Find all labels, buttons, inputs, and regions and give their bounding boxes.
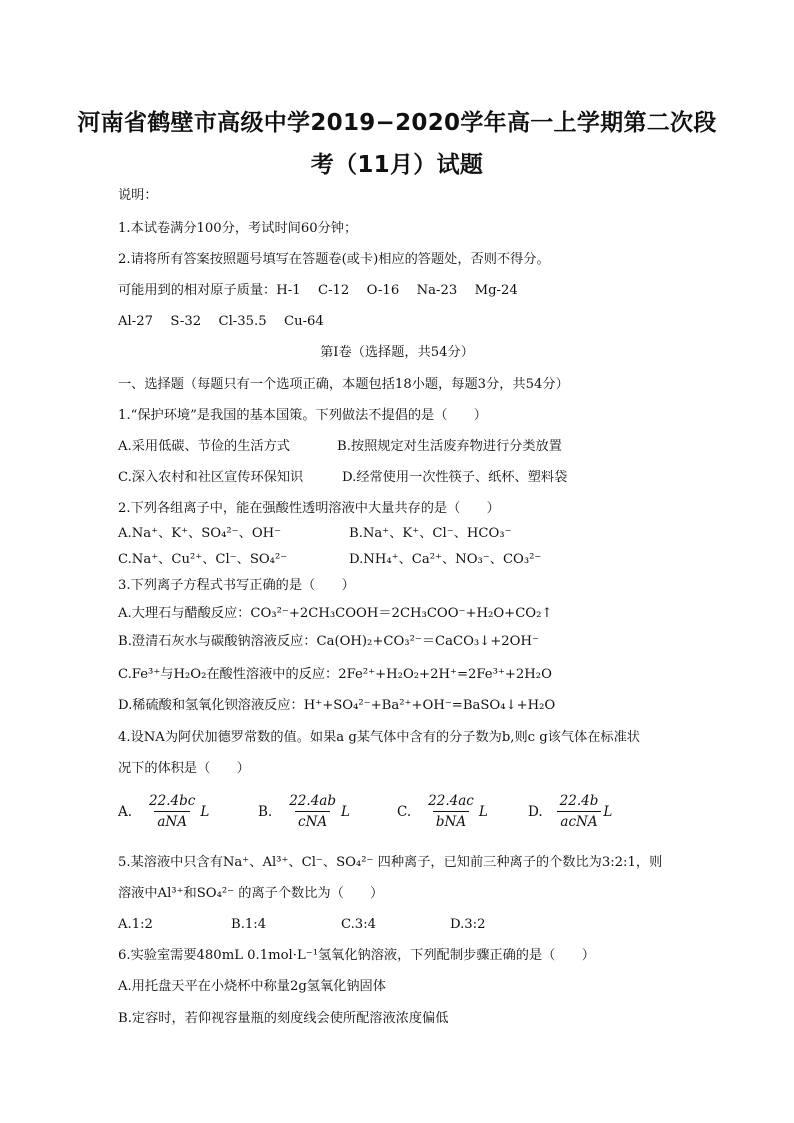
option-d-unit: L (603, 803, 613, 820)
question-1-stem: 1.“保护环境”是我国的基本国策。下列做法不提倡的是（ ） (118, 408, 487, 423)
question-1-option-d: D.经常使用一次性筷子、纸杯、塑料袋 (342, 470, 568, 485)
question-4-option-d (528, 793, 612, 830)
question-3-option-c: C.Fe³⁺与H₂O₂在酸性溶液中的反应：2Fe²⁺+H₂O₂+2H⁺=2Fe³⁺+2H₂O (118, 667, 552, 682)
option-b-label: B. (258, 803, 273, 820)
option-b-denominator: cNA (295, 811, 330, 830)
option-d-label: D. (528, 803, 543, 820)
question-4-stem-line-1: 4.设NA为阿伏加德罗常数的值。如果a g某气体中含有的分子数为b,则c g该气体在标准状 (118, 730, 640, 745)
question-5-option-d: D.3:2 (450, 917, 486, 932)
question-6-option-a: A.用托盘天平在小烧杯中称量2g氢氧化钠固体 (118, 979, 386, 994)
instructions-heading: 说明： (118, 188, 158, 203)
instruction-item-2: 2.请将所有答案按照题号填写在答题卷(或卡)相应的答题处，否则不得分。 (118, 252, 550, 267)
option-d-numerator: 22.4b (559, 793, 599, 809)
question-3-stem: 3.下列离子方程式书写正确的是（ ） (118, 578, 355, 593)
question-5-stem-line-1: 5.某溶液中只含有Na⁺、Al³⁺、Cl⁻、SO₄²⁻ 四种离子，已知前三种离子的个数比为3:2:1，则 (118, 855, 663, 870)
question-3-option-b: B.澄清石灰水与碳酸钠溶液反应：Ca(OH)₂+CO₃²⁻＝CaCO₃↓+2OH⁻ (118, 634, 539, 649)
instruction-item-1: 1.本试卷满分100分，考试时间60分钟； (118, 221, 358, 236)
question-6-stem: 6.实验室需要480mL 0.1mol·L⁻¹氢氧化钠溶液，下列配制步骤正确的是（ ） (118, 948, 595, 963)
question-2-option-a: A.Na⁺、K⁺、SO₄²⁻、OH⁻ (118, 526, 282, 541)
question-5-option-b: B.1:4 (231, 917, 267, 932)
question-3-option-d: D.稀硫酸和氢氧化钡溶液反应：H⁺+SO₄²⁻+Ba²⁺+OH⁻=BaSO₄↓+H₂O (118, 698, 556, 713)
option-a-denominator: aNA (154, 811, 190, 830)
question-4-option-a (118, 793, 209, 830)
question-2-option-b: B.Na⁺、K⁺、Cl⁻、HCO₃⁻ (349, 526, 512, 541)
question-2-stem: 2.下列各组离子中，能在强酸性透明溶液中大量共存的是（ ） (118, 501, 500, 516)
option-d-denominator: acNA (557, 811, 600, 830)
question-1-option-a: A.采用低碳、节俭的生活方式 (118, 439, 290, 454)
exam-title-line-2: 考（11月）试题 (310, 152, 484, 178)
option-a-unit: L (200, 803, 210, 820)
atomic-masses-line-1: 可能用到的相对原子质量：H-1 C-12 O-16 Na-23 Mg-24 (118, 283, 518, 298)
question-4-option-b (258, 793, 350, 830)
question-3-option-a: A.大理石与醋酸反应：CO₃²⁻+2CH₃COOH＝2CH₃COO⁻+H₂O+CO₂↑ (118, 606, 553, 621)
option-a-label: A. (118, 803, 133, 820)
option-c-denominator: bNA (433, 811, 469, 830)
question-6-option-b: B.定容时，若仰视容量瓶的刻度线会使所配溶液浓度偏低 (118, 1011, 449, 1026)
question-1-option-b: B.按照规定对生活废弃物进行分类放置 (337, 439, 562, 454)
option-c-label: C. (397, 803, 412, 820)
question-5-option-a: A.1:2 (118, 917, 153, 932)
option-c-numerator: 22.4ac (428, 793, 474, 809)
option-b-numerator: 22.4ab (289, 793, 336, 809)
exam-title-line-1: 河南省鹤壁市高级中学2019−2020学年高一上学期第二次段 (77, 110, 717, 136)
question-4-option-c (397, 793, 488, 830)
question-5-stem-line-2: 溶液中Al³⁺和SO₄²⁻ 的离子个数比为（ ） (118, 886, 384, 901)
question-1-option-c: C.深入农村和社区宣传环保知识 (118, 470, 304, 485)
option-a-numerator: 22.4bc (149, 793, 196, 809)
question-2-option-c: C.Na⁺、Cu²⁺、Cl⁻、SO₄²⁻ (118, 552, 288, 567)
atomic-masses-line-2: Al-27 S-32 Cl-35.5 Cu-64 (118, 314, 324, 329)
question-5-option-c: C.3:4 (341, 917, 377, 932)
question-4-stem-line-2: 况下的体积是（ ） (118, 761, 250, 776)
option-b-unit: L (340, 803, 350, 820)
question-2-option-d: D.NH₄⁺、Ca²⁺、NO₃⁻、CO₃²⁻ (349, 552, 542, 567)
part-heading: 一、选择题（每题只有一个选项正确，本题包括18小题，每题3分，共54分） (118, 377, 569, 392)
option-c-unit: L (478, 803, 488, 820)
section-title: 第Ⅰ卷（选择题，共54分） (320, 345, 474, 360)
